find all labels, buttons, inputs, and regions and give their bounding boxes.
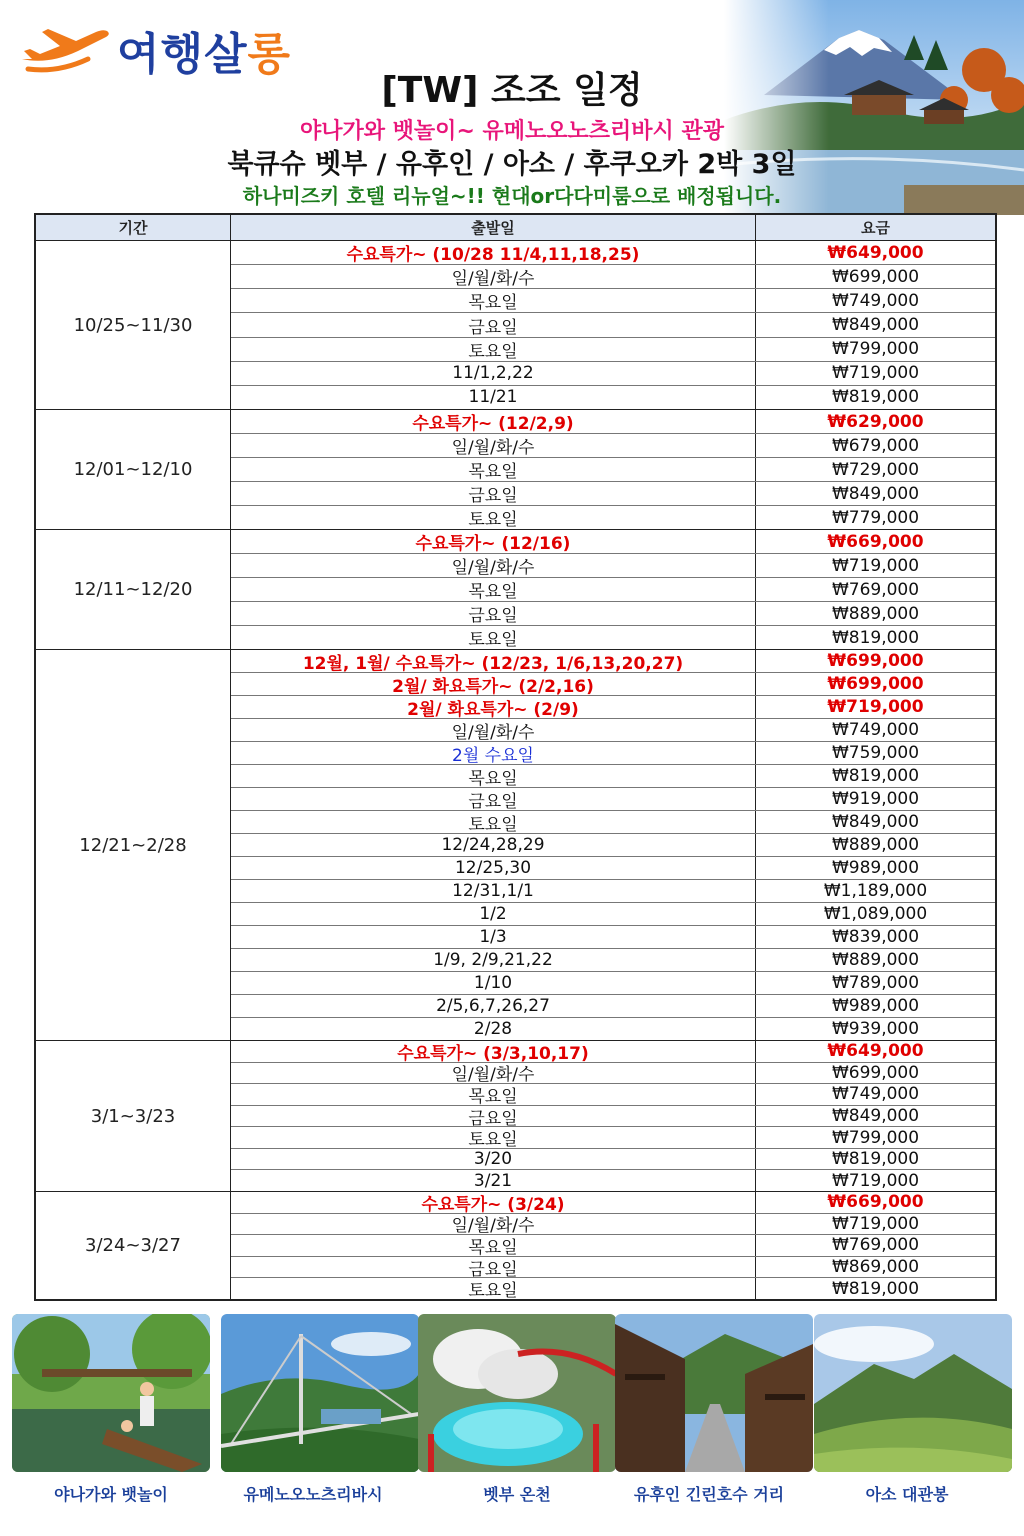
departure-date-cell: 토요일 — [231, 1278, 756, 1299]
table-row — [231, 1257, 995, 1279]
departure-date-cell: 목요일 — [231, 765, 756, 787]
departure-date-cell: 금요일 — [231, 602, 756, 625]
departure-date-cell: 12/31,1/1 — [231, 880, 756, 902]
price-cell: ₩629,000 — [827, 411, 924, 432]
price-cell: ₩939,000 — [831, 1019, 920, 1039]
departure-date-cell: 토요일 — [231, 1127, 756, 1148]
period-group — [36, 1041, 995, 1192]
departure-date-cell: 1/3 — [231, 926, 756, 948]
table-row — [231, 650, 995, 673]
table-row — [231, 313, 995, 337]
period-group — [36, 650, 995, 1041]
departure-date-cell: 11/21 — [231, 386, 756, 409]
price-cell: ₩789,000 — [831, 973, 920, 993]
period-group — [36, 530, 995, 650]
photo-caption: 벳부 온천 — [483, 1485, 551, 1504]
departure-rows — [231, 241, 995, 409]
departure-date-cell: 3/21 — [231, 1170, 756, 1191]
photo-suspension-bridge — [221, 1314, 419, 1472]
price-cell: ₩849,000 — [831, 483, 920, 504]
departure-date-cell: 수요특가~ (12/16) — [231, 530, 756, 553]
price-cell: ₩699,000 — [831, 266, 920, 287]
price-cell: ₩769,000 — [831, 579, 920, 600]
table-row — [231, 1018, 995, 1040]
table-row — [231, 719, 995, 742]
departure-date-cell: 일/월/화/수 — [231, 719, 756, 741]
table-row — [231, 857, 995, 880]
departure-rows — [231, 410, 995, 529]
price-cell: ₩769,000 — [831, 1235, 920, 1256]
price-cell: ₩669,000 — [827, 531, 924, 552]
departure-date-cell: 3/20 — [231, 1149, 756, 1170]
table-row — [231, 1084, 995, 1106]
table-row — [231, 1149, 995, 1171]
departure-date-cell: 1/10 — [231, 972, 756, 994]
departure-date-cell: 12/24,28,29 — [231, 834, 756, 856]
photo-caption: 유메노오노츠리바시 — [243, 1485, 383, 1504]
price-cell: ₩799,000 — [831, 339, 920, 360]
departure-date-cell: 1/2 — [231, 903, 756, 925]
departure-date-cell: 목요일 — [231, 458, 756, 481]
header-departure: 출발일 — [231, 215, 756, 240]
price-cell: ₩749,000 — [831, 720, 920, 740]
price-cell: ₩749,000 — [831, 1084, 920, 1105]
price-cell: ₩849,000 — [831, 1106, 920, 1127]
period-cell: 3/24~3/27 — [36, 1192, 231, 1299]
price-cell: ₩699,000 — [827, 651, 924, 671]
departure-date-cell: 1/9, 2/9,21,22 — [231, 949, 756, 971]
departure-date-cell: 금요일 — [231, 788, 756, 810]
departure-date-cell: 금요일 — [231, 1257, 756, 1278]
brand-name: 여행살롱 — [117, 29, 292, 80]
table-row — [231, 482, 995, 506]
price-cell: ₩849,000 — [831, 314, 920, 335]
departure-date-cell: 토요일 — [231, 811, 756, 833]
table-row — [231, 995, 995, 1018]
table-row — [231, 834, 995, 857]
price-cell: ₩719,000 — [831, 1213, 920, 1234]
table-row — [231, 1214, 995, 1236]
header-price: 요금 — [861, 219, 890, 237]
photo-caption: 야나가와 뱃놀이 — [54, 1485, 168, 1504]
departure-date-cell: 금요일 — [231, 482, 756, 505]
departure-date-cell: 금요일 — [231, 1106, 756, 1127]
price-cell: ₩889,000 — [831, 950, 920, 970]
price-cell: ₩719,000 — [831, 1170, 920, 1191]
table-row — [231, 1192, 995, 1214]
price-cell: ₩819,000 — [831, 766, 920, 786]
price-cell: ₩889,000 — [831, 603, 920, 624]
price-cell: ₩799,000 — [831, 1127, 920, 1148]
departure-rows — [231, 1041, 995, 1191]
price-cell: ₩699,000 — [831, 1062, 920, 1083]
table-row — [231, 696, 995, 719]
price-cell: ₩869,000 — [831, 1257, 920, 1278]
departure-date-cell: 2월 수요일 — [231, 742, 756, 764]
departure-date-cell: 목요일 — [231, 289, 756, 312]
period-cell: 3/1~3/23 — [36, 1041, 231, 1191]
price-cell: ₩649,000 — [827, 242, 924, 263]
table-row — [231, 578, 995, 602]
table-row — [231, 289, 995, 313]
period-group — [36, 1192, 995, 1299]
departure-date-cell: 2/28 — [231, 1018, 756, 1040]
price-cell: ₩889,000 — [831, 835, 920, 855]
price-cell: ₩649,000 — [827, 1041, 924, 1062]
departure-date-cell: 12/25,30 — [231, 857, 756, 879]
price-cell: ₩679,000 — [831, 435, 920, 456]
departure-date-cell: 2월/ 화요특가~ (2/2,16) — [231, 673, 756, 695]
table-row — [231, 1127, 995, 1149]
table-row — [231, 765, 995, 788]
table-row — [231, 880, 995, 903]
price-cell: ₩779,000 — [831, 507, 920, 528]
price-cell: ₩719,000 — [831, 363, 920, 384]
table-row — [231, 903, 995, 926]
table-row — [231, 386, 995, 409]
price-cell: ₩919,000 — [831, 789, 920, 809]
photo-aso-daikanbo — [814, 1314, 1012, 1472]
subtitle-hotel-notice: 하나미즈키 호텔 리뉴얼~!! 현대or다다미룸으로 배정됩니다. — [242, 184, 782, 208]
period-group — [36, 241, 995, 410]
table-header — [36, 215, 995, 241]
subtitle-route: 북큐슈 벳부 / 유후인 / 아소 / 후쿠오카 2박 3일 — [227, 149, 797, 180]
table-row — [231, 626, 995, 649]
table-row — [231, 788, 995, 811]
table-row — [231, 506, 995, 529]
price-cell: ₩699,000 — [827, 674, 924, 694]
table-row — [231, 1278, 995, 1299]
price-cell: ₩1,189,000 — [823, 881, 928, 901]
table-row — [231, 434, 995, 458]
table-row — [231, 410, 995, 434]
price-cell: ₩819,000 — [831, 627, 920, 648]
table-row — [231, 362, 995, 386]
price-cell: ₩989,000 — [831, 858, 920, 878]
photo-caption: 유후인 긴린호수 거리 — [633, 1485, 785, 1504]
photo-yanagawa-boat — [12, 1314, 210, 1472]
table-row — [231, 1106, 995, 1128]
departure-date-cell: 일/월/화/수 — [231, 265, 756, 288]
departure-date-cell: 일/월/화/수 — [231, 434, 756, 457]
price-cell: ₩839,000 — [831, 927, 920, 947]
price-cell: ₩749,000 — [831, 290, 920, 311]
departure-rows — [231, 650, 995, 1040]
departure-date-cell: 일/월/화/수 — [231, 1063, 756, 1084]
departure-date-cell: 목요일 — [231, 1235, 756, 1256]
departure-date-cell: 토요일 — [231, 626, 756, 649]
departure-date-cell: 일/월/화/수 — [231, 554, 756, 577]
table-row — [231, 530, 995, 554]
departure-date-cell: 토요일 — [231, 506, 756, 529]
price-cell: ₩819,000 — [831, 1149, 920, 1170]
departure-date-cell: 일/월/화/수 — [231, 1214, 756, 1235]
table-row — [231, 602, 995, 626]
table-row — [231, 265, 995, 289]
table-row — [231, 742, 995, 765]
photo-beppu-onsen — [418, 1314, 616, 1472]
departure-date-cell: 12월, 1월/ 수요특가~ (12/23, 1/6,13,20,27) — [231, 650, 756, 672]
price-cell: ₩759,000 — [831, 743, 920, 763]
table-row — [231, 554, 995, 578]
photo-strip — [0, 1314, 1024, 1474]
page-title: [TW] 조조 일정 — [381, 70, 643, 111]
table-row — [231, 338, 995, 362]
price-cell: ₩719,000 — [827, 697, 924, 717]
departure-rows — [231, 530, 995, 649]
period-cell: 10/25~11/30 — [36, 241, 231, 409]
table-row — [231, 811, 995, 834]
period-cell: 12/01~12/10 — [36, 410, 231, 529]
departure-date-cell: 2/5,6,7,26,27 — [231, 995, 756, 1017]
table-row — [231, 949, 995, 972]
price-cell: ₩989,000 — [831, 996, 920, 1016]
departure-date-cell: 금요일 — [231, 313, 756, 336]
subtitle-highlight: 야나가와 뱃놀이~ 유메노오노츠리바시 관광 — [300, 119, 724, 144]
photo-caption: 아소 대관봉 — [865, 1485, 949, 1504]
table-row — [231, 1170, 995, 1191]
departure-date-cell: 수요특가~ (3/24) — [231, 1192, 756, 1213]
price-cell: ₩669,000 — [827, 1192, 924, 1213]
price-cell: ₩729,000 — [831, 459, 920, 480]
price-cell: ₩819,000 — [831, 1278, 920, 1299]
departure-date-cell: 11/1,2,22 — [231, 362, 756, 385]
departure-date-cell: 목요일 — [231, 1084, 756, 1105]
departure-date-cell: 수요특가~ (12/2,9) — [231, 410, 756, 433]
price-cell: ₩849,000 — [831, 812, 920, 832]
table-row — [231, 241, 995, 265]
table-row — [231, 458, 995, 482]
price-table — [34, 213, 997, 1301]
period-cell: 12/21~2/28 — [36, 650, 231, 1040]
table-row — [231, 673, 995, 696]
photo-yufuin-street — [615, 1314, 813, 1472]
table-row — [231, 1041, 995, 1063]
table-row — [231, 926, 995, 949]
table-row — [231, 972, 995, 995]
price-cell: ₩1,089,000 — [823, 904, 928, 924]
departure-rows — [231, 1192, 995, 1299]
price-cell: ₩819,000 — [831, 387, 920, 408]
departure-date-cell: 수요특가~ (3/3,10,17) — [231, 1041, 756, 1062]
departure-date-cell: 수요특가~ (10/28 11/4,11,18,25) — [231, 241, 756, 264]
table-row — [231, 1235, 995, 1257]
header-period: 기간 — [36, 215, 231, 240]
table-row — [231, 1063, 995, 1085]
period-cell: 12/11~12/20 — [36, 530, 231, 649]
period-group — [36, 410, 995, 530]
price-cell: ₩719,000 — [831, 555, 920, 576]
departure-date-cell: 2월/ 화요특가~ (2/9) — [231, 696, 756, 718]
departure-date-cell: 목요일 — [231, 578, 756, 601]
departure-date-cell: 토요일 — [231, 338, 756, 361]
